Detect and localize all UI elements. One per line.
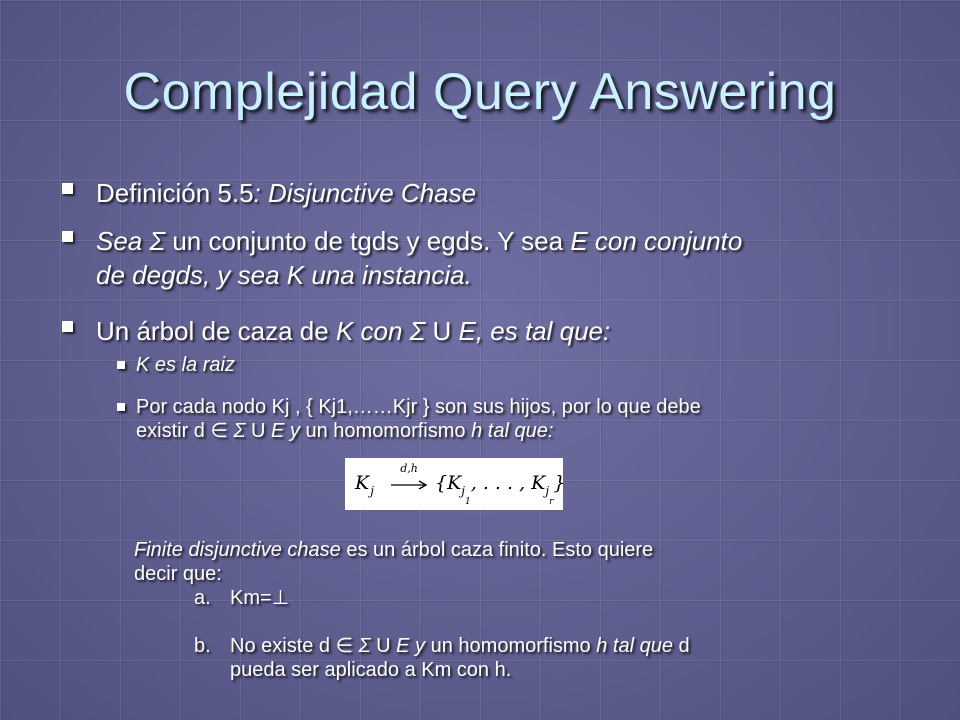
footer-line [134, 538, 894, 562]
text-arbol: Un árbol de caza de [96, 316, 336, 346]
text-no-existe: No existe d [230, 635, 336, 657]
text-h-tal-que: h tal que: [471, 420, 554, 442]
formula-j1-sub: j [461, 484, 466, 498]
condition-a-label: a. [194, 587, 211, 609]
formula-j1-subsub: 1 [465, 497, 471, 507]
formula-children-set [435, 472, 566, 507]
condition-a-text: Km= [230, 587, 272, 609]
sub-bullet-children [136, 395, 926, 443]
text-e-y: E y [271, 420, 300, 442]
formula-arrow [387, 462, 431, 502]
bullet-line [96, 224, 916, 258]
text-homomorfismo: un homomorfismo [425, 635, 597, 657]
bullet-line [136, 419, 926, 443]
formula-kj [355, 472, 374, 498]
text-sea: Sea [96, 226, 150, 256]
bullet-line: Por cada nodo Kj , { Kj1,……Kjr } son sus hijos, por lo que debe [136, 396, 701, 418]
text-homomorfismo: un homomorfismo [299, 420, 472, 442]
condition-a [194, 586, 289, 610]
bullet-square-icon [62, 321, 73, 332]
text-e-y: E y [396, 635, 426, 657]
text-raiz: K es la raiz [136, 354, 235, 376]
text-e-conjunto: E con conjunto [570, 226, 743, 256]
slide-title: Complejidad Query Answering [123, 63, 837, 121]
bottom-symbol: ⊥ [271, 587, 290, 609]
text-degds: de degds, y sea K una instancia. [96, 260, 472, 290]
condition-b-label: b. [194, 635, 211, 657]
sigma-symbol: Σ [233, 420, 246, 442]
formula-middle: , . . . , K [470, 472, 546, 494]
text-union: U [425, 316, 459, 346]
sub-bullet-root [136, 353, 235, 377]
text-arbol-finito: es un árbol caza finito. Esto quiere [340, 539, 654, 561]
sigma-symbol: Σ [358, 635, 371, 657]
bullet-line [96, 258, 916, 292]
definition-label: Definición 5.5 [96, 178, 254, 208]
formula-open: {K [435, 472, 462, 494]
arrow-label: d,h [400, 462, 418, 475]
sub-bullet-square-icon [117, 361, 125, 369]
condition-b-line [194, 634, 894, 658]
text-h-tal-que: h tal que [596, 635, 673, 657]
bullet-square-icon [62, 231, 73, 242]
definition-name: : Disjunctive Chase [253, 178, 477, 208]
footer-line: decir que: [134, 563, 222, 585]
right-arrow-icon [387, 479, 431, 491]
finite-chase-definition [134, 538, 894, 586]
formula-close: } [553, 472, 566, 494]
formula-image [345, 458, 566, 510]
text-d: d [672, 635, 690, 657]
formula-j1 [461, 484, 471, 507]
bullet-definition [96, 176, 476, 210]
sigma-symbol: Σ [409, 316, 426, 346]
bullet-square-icon [62, 183, 73, 194]
bullet-chase-tree [96, 314, 610, 348]
formula-j: j [370, 484, 374, 498]
text-tal-que: E, es tal que: [458, 316, 611, 346]
condition-b-line: pueda ser aplicado a Km con h. [230, 659, 512, 681]
formula-jr-sub: j [545, 484, 550, 498]
text-existir: existir d [136, 420, 211, 442]
text-union: U [370, 635, 397, 657]
sigma-symbol: Σ [149, 226, 166, 256]
formula-k: K [355, 472, 370, 494]
sub-bullet-square-icon [117, 403, 125, 411]
text-k-con: K con [335, 316, 410, 346]
element-of-symbol: ∈ [210, 420, 228, 442]
condition-b [194, 634, 894, 682]
bullet-sigma-definition [96, 224, 916, 292]
formula-jr-subsub: r [549, 497, 554, 507]
text-union: U [245, 420, 272, 442]
formula-jr [545, 484, 554, 507]
element-of-symbol: ∈ [335, 635, 354, 657]
text-finite-chase: Finite disjunctive chase [134, 539, 341, 561]
text-tgds: un conjunto de tgds y egds. Y sea [165, 226, 571, 256]
